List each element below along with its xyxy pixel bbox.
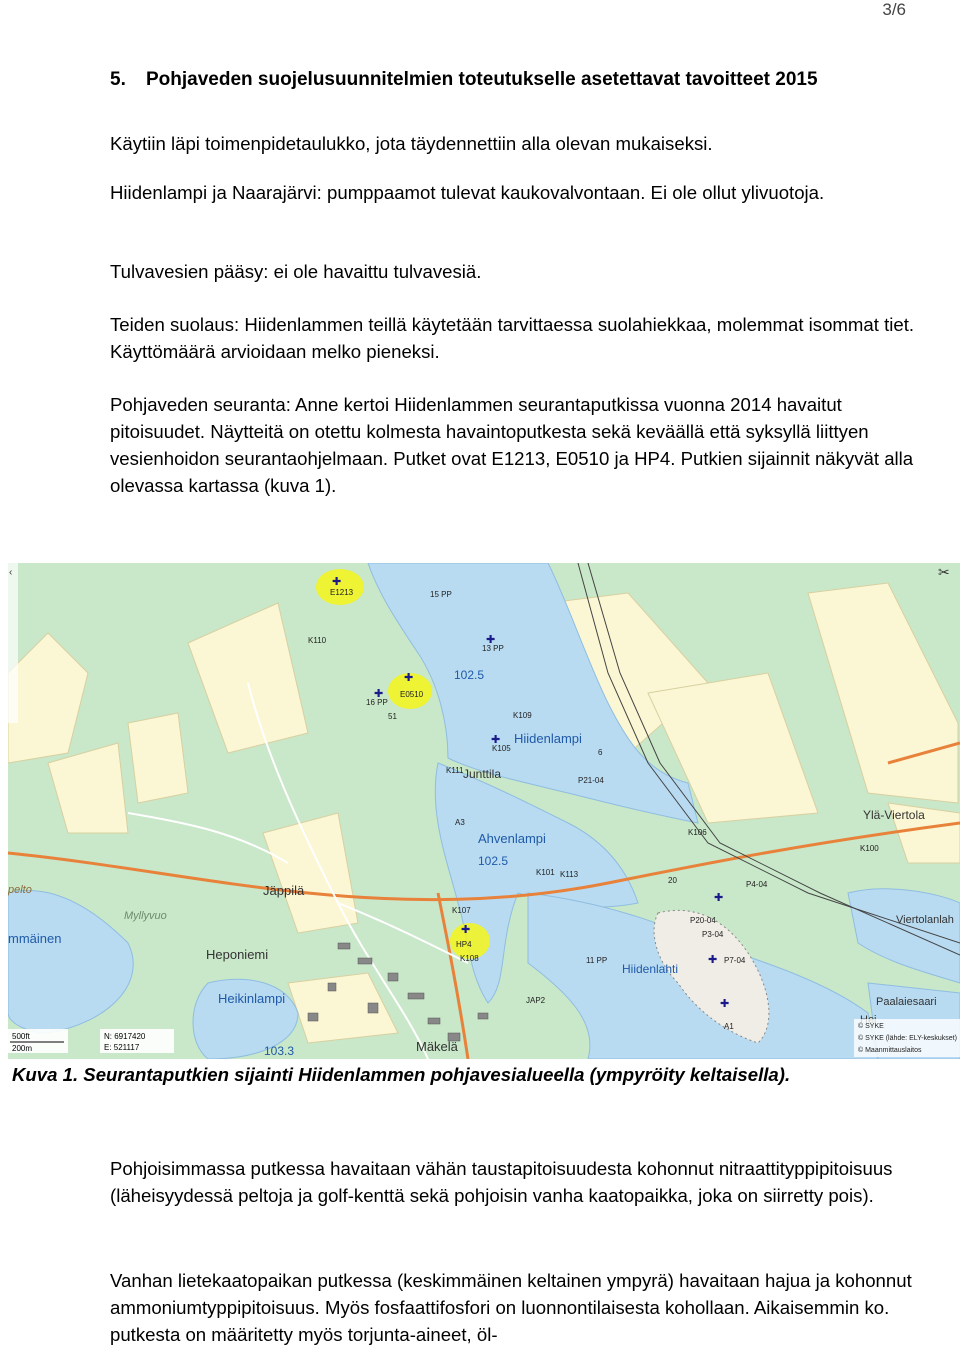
well-p3: P3-04 <box>702 930 724 939</box>
well-hp4: HP4 <box>456 940 472 949</box>
figure-caption: Kuva 1. Seurantaputkien sijainti Hiidenlammen pohjavesialueella (ympyröity keltaisella). <box>12 1064 791 1085</box>
page-number: 3/6 <box>882 0 906 19</box>
svg-text:✚: ✚ <box>461 924 471 936</box>
label-heikinlampi: Heikinlampi <box>218 991 286 1006</box>
svg-text:✚: ✚ <box>720 998 730 1010</box>
well-15pp: 15 PP <box>430 590 452 599</box>
svg-text:© SYKE: © SYKE <box>858 1023 884 1030</box>
label-paalaiesaari: Paalaiesaari <box>876 996 937 1008</box>
paragraph-5: Pohjaveden seuranta: Anne kertoi Hiidenlammen seurantaputkissa vuonna 2014 havaitut pitoisuudet. Näytteitä on otettu kolmesta havaintoputkesta sekä keväällä että syksyllä liittyen vesienhoidon seurantaohjelmaan. Putket ovat E1213, E0510 ja HP4. Putkien sijainnit näkyvät alla olevassa kartassa (kuva 1). <box>110 394 914 496</box>
label-myllyvuori: Myllyvuo <box>124 910 167 922</box>
svg-text:✚: ✚ <box>491 734 501 746</box>
well-k107: K107 <box>452 906 471 915</box>
well-6: 6 <box>598 748 603 757</box>
svg-text:✚: ✚ <box>404 672 414 684</box>
well-k101: K101 <box>536 868 555 877</box>
paragraph-2: Hiidenlampi ja Naarajärvi: pumppaamot tulevat kaukovalvontaan. Ei ole ollut ylivuotoja. <box>110 182 825 203</box>
svg-text:✚: ✚ <box>708 954 718 966</box>
well-a1: A1 <box>724 1022 734 1031</box>
well-p21: P21-04 <box>578 776 604 785</box>
well-p7: P7-04 <box>724 956 746 965</box>
section-heading <box>110 66 930 93</box>
well-13pp: 13 PP <box>482 644 504 653</box>
svg-text:© Maanmittauslaitos: © Maanmittauslaitos <box>858 1047 922 1054</box>
elevation-3: 103.3 <box>264 1044 295 1058</box>
label-junttila: Junttila <box>463 767 502 781</box>
elevation-2: 102.5 <box>478 854 509 868</box>
paragraph-4: Teiden suolaus: Hiidenlammen teillä käytetään tarvittaessa suolahiekkaa, molemmat isommat tiet. Käyttömäärä arvioidaan melko pieneksi. <box>110 314 915 362</box>
label-hiidenlahti: Hiidenlahti <box>622 962 679 976</box>
svg-text:E: 521117: E: 521117 <box>104 1043 140 1052</box>
paragraph-1: Käytiin läpi toimenpidetaulukko, jota täydennettiin alla olevan mukaiseksi. <box>110 133 713 154</box>
well-a3: A3 <box>455 818 465 827</box>
well-jap2: JAP2 <box>526 996 546 1005</box>
well-k100: K100 <box>860 844 879 853</box>
label-mmainen: mmäinen <box>8 931 62 946</box>
well-k111: K111 <box>446 766 464 775</box>
svg-text:✚: ✚ <box>714 892 724 904</box>
section-number: 5. <box>110 69 126 90</box>
well-e1213: E1213 <box>330 588 354 597</box>
scale-bar <box>8 1029 68 1053</box>
label-viertolanlahti: Viertolanlah <box>896 914 954 926</box>
well-11pp: 11 PP <box>586 956 608 965</box>
well-16pp: 16 PP <box>366 698 388 707</box>
well-p4: P4-04 <box>746 880 768 889</box>
well-k113: K113 <box>560 870 579 879</box>
well-k109: K109 <box>513 711 532 720</box>
well-k106: K106 <box>688 828 707 837</box>
well-20: 20 <box>668 876 677 885</box>
groundwater-map[interactable] <box>8 563 960 1059</box>
svg-text:© SYKE (lähde: ELY-keskukset): © SYKE (lähde: ELY-keskukset) <box>858 1035 957 1042</box>
svg-text:✚: ✚ <box>332 576 342 588</box>
label-hiidenlampi: Hiidenlampi <box>514 731 582 746</box>
well-p20: P20-04 <box>690 916 716 925</box>
paragraph-6: Pohjoisimmassa putkessa havaitaan vähän taustapitoisuudesta kohonnut nitraattityppipitoisuus (läheisyydessä peltoja ja golf-kenttä sekä pohjoisin vanha kaatopaikka, joka on siirretty pois). <box>110 1158 893 1206</box>
attribution <box>854 1019 960 1057</box>
label-makela: Mäkelä <box>416 1039 458 1054</box>
well-e0510: E0510 <box>400 690 424 699</box>
well-k108: K108 <box>460 954 479 963</box>
label-jappila: Jäppilä <box>263 883 305 898</box>
paragraph-7: Vanhan lietekaatopaikan putkessa (keskimmäinen keltainen ympyrä) havaitaan hajua ja kohonnut ammoniumtyppipitoisuus. Myös fosfaattifosfori on luonnontilaisesta kohollaan. Aikaisemmin ko. putkesta on määritetty myös torjunta-aineet, öl- <box>110 1270 912 1345</box>
well-51: 51 <box>388 712 397 721</box>
label-pelto: pelto <box>8 884 32 896</box>
coordinate-readout <box>100 1029 174 1053</box>
scale-ft: 500ft <box>12 1032 30 1041</box>
svg-text:N: 6917420: N: 6917420 <box>104 1032 146 1041</box>
scale-m: 200m <box>12 1044 33 1053</box>
paragraph-3: Tulvavesien pääsy: ei ole havaittu tulvavesiä. <box>110 261 482 282</box>
label-yla-viertola: Ylä-Viertola <box>863 808 925 822</box>
elevation-1: 102.5 <box>454 668 485 682</box>
label-ahvenlampi: Ahvenlampi <box>478 831 546 846</box>
tools-icon[interactable]: ✂ <box>938 564 950 580</box>
zoom-arrow-icon[interactable]: ‹ <box>9 567 13 578</box>
svg-text:✚: ✚ <box>374 688 384 700</box>
svg-text:✚: ✚ <box>486 634 496 646</box>
section-title: Pohjaveden suojelusuunnitelmien toteutukselle asetettavat tavoitteet 2015 <box>146 69 818 90</box>
well-k105: K105 <box>492 744 511 753</box>
well-k110: K110 <box>308 636 327 645</box>
label-heponiemi: Heponiemi <box>206 947 269 962</box>
